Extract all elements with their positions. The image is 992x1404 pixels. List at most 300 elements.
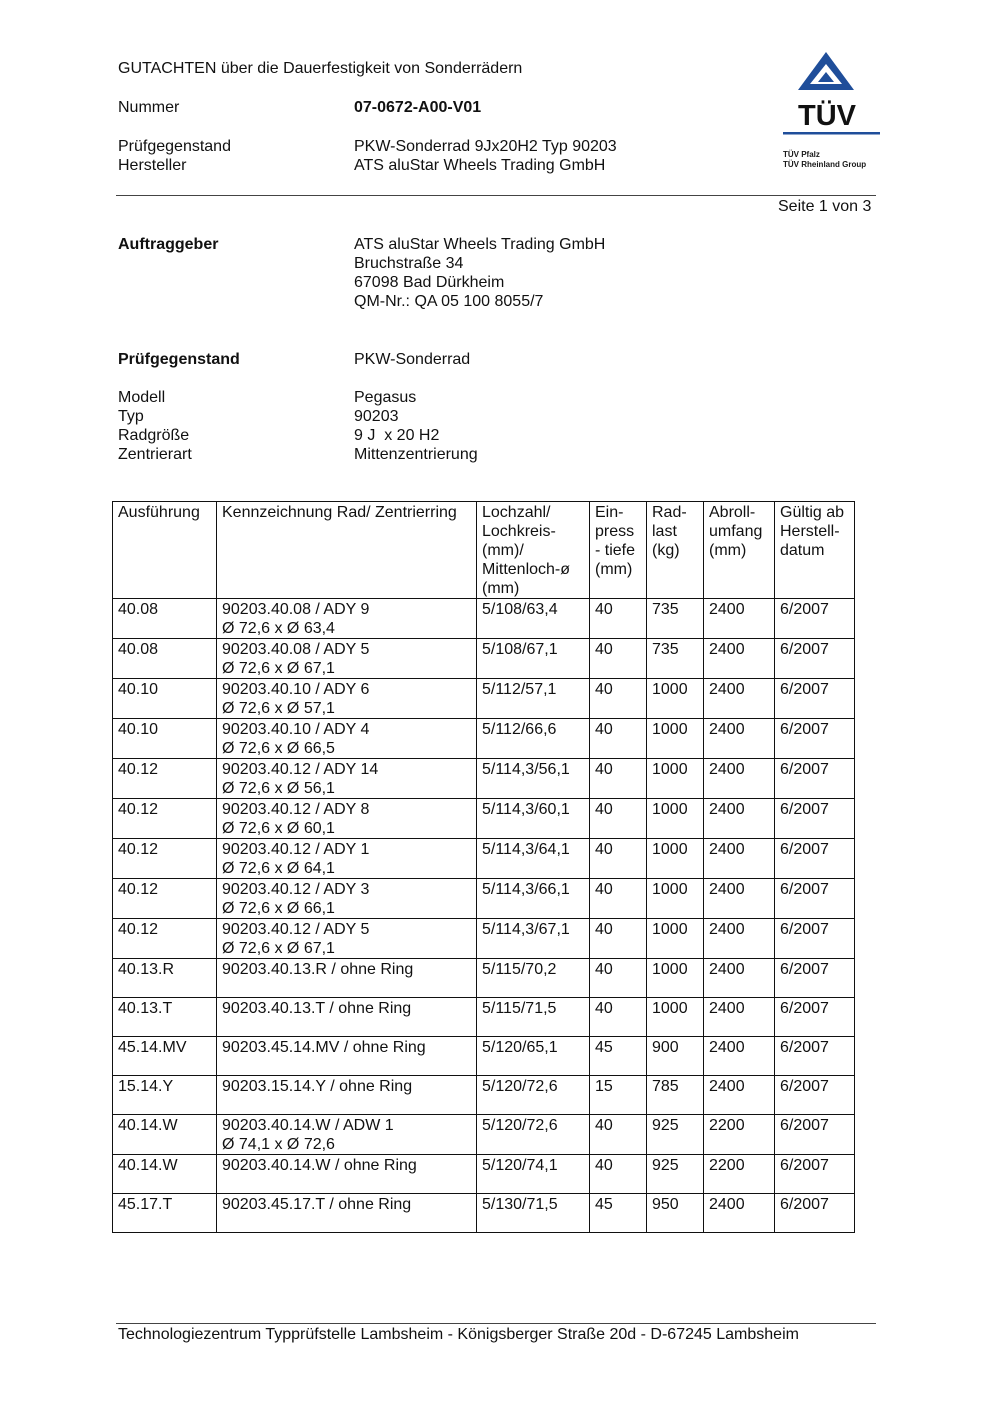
cell-gueltig-ab — [775, 599, 855, 639]
cell-text: 40.12 — [118, 841, 159, 858]
auftraggeber-line-3: 67098 Bad Dürkheim — [354, 274, 505, 291]
cell-text: 6/2007 — [780, 721, 829, 738]
cell-lochkreis — [477, 759, 590, 799]
cell-ausfuehrung — [113, 639, 217, 679]
cell-kennzeichnung — [217, 679, 477, 719]
header-divider — [116, 195, 876, 196]
cell-text: 900 — [652, 1039, 679, 1056]
cell-gueltig-ab — [775, 919, 855, 959]
cell-text: Ø 72,6 x Ø 60,1 — [222, 820, 335, 837]
auftraggeber-line-1: ATS aluStar Wheels Trading GmbH — [354, 236, 606, 253]
cell-text: 40 — [595, 961, 613, 978]
cell-abrollumfang — [704, 1194, 775, 1233]
cell-text: 45.17.T — [118, 1196, 173, 1213]
cell-text: 5/114,3/67,1 — [482, 921, 570, 938]
typ-value: 90203 — [354, 408, 399, 425]
cell-text: 2400 — [709, 721, 745, 738]
auftraggeber-label: Auftraggeber — [118, 236, 219, 253]
table-row — [113, 639, 855, 679]
table-row — [113, 1155, 855, 1194]
table-row — [113, 1037, 855, 1076]
cell-einpresstiefe — [590, 1115, 647, 1155]
cell-text: 5/115/70,2 — [482, 961, 557, 978]
cell-text: 5/115/71,5 — [482, 1000, 557, 1017]
pruefgegenstand-value: PKW-Sonderrad 9Jx20H2 Typ 90203 — [354, 138, 617, 155]
cell-text: 90203.40.14.W / ohne Ring — [222, 1157, 417, 1174]
cell-text: 40.12 — [118, 921, 159, 938]
cell-lochkreis — [477, 919, 590, 959]
logo-line-1: TÜV Pfalz — [783, 150, 820, 159]
cell-text: 6/2007 — [780, 841, 829, 858]
cell-text: 40 — [595, 881, 613, 898]
cell-text: 735 — [652, 641, 679, 658]
cell-abrollumfang — [704, 719, 775, 759]
cell-radlast — [647, 919, 704, 959]
header-lochzahl — [477, 502, 590, 599]
table-header-row — [113, 502, 855, 599]
cell-kennzeichnung — [217, 1155, 477, 1194]
table-row — [113, 839, 855, 879]
cell-text: 2400 — [709, 801, 745, 818]
cell-lochkreis — [477, 599, 590, 639]
cell-radlast — [647, 759, 704, 799]
cell-abrollumfang — [704, 1037, 775, 1076]
header-line: Gültig ab — [780, 504, 845, 521]
page-number: Seite 1 von 3 — [778, 198, 872, 215]
cell-text: 785 — [652, 1078, 679, 1095]
cell-text: 6/2007 — [780, 1078, 829, 1095]
cell-radlast — [647, 1076, 704, 1115]
header-line: Abroll- — [709, 504, 756, 521]
document-title: GUTACHTEN über die Dauerfestigkeit von Sonderrädern — [118, 60, 523, 77]
table-row — [113, 879, 855, 919]
cell-radlast — [647, 799, 704, 839]
cell-ausfuehrung — [113, 599, 217, 639]
cell-gueltig-ab — [775, 879, 855, 919]
cell-lochkreis — [477, 719, 590, 759]
cell-ausfuehrung — [113, 1155, 217, 1194]
cell-text: 6/2007 — [780, 641, 829, 658]
cell-text: 2400 — [709, 681, 745, 698]
footer-address: Technologiezentrum Typprüfstelle Lambsheim - Königsberger Straße 20d - D-67245 Lambsheim — [118, 1326, 799, 1343]
cell-kennzeichnung — [217, 599, 477, 639]
cell-text: 6/2007 — [780, 1039, 829, 1056]
cell-text: 5/112/66,6 — [482, 721, 557, 738]
cell-lochkreis — [477, 799, 590, 839]
pruefgegenstand-label: Prüfgegenstand — [118, 138, 231, 155]
cell-einpresstiefe — [590, 639, 647, 679]
cell-abrollumfang — [704, 879, 775, 919]
gegenstand-label: Prüfgegenstand — [118, 351, 240, 368]
cell-lochkreis — [477, 1155, 590, 1194]
cell-text: 5/112/57,1 — [482, 681, 557, 698]
cell-text: 40.10 — [118, 681, 159, 698]
cell-text: 90203.40.12 / ADY 5 — [222, 921, 370, 938]
header-line: Lochzahl/ — [482, 504, 551, 521]
cell-gueltig-ab — [775, 1076, 855, 1115]
cell-text: 90203.40.12 / ADY 14 — [222, 761, 379, 778]
cell-text: 2400 — [709, 641, 745, 658]
header-radlast — [647, 502, 704, 599]
cell-text: Ø 72,6 x Ø 64,1 — [222, 860, 335, 877]
cell-text: 40 — [595, 1000, 613, 1017]
cell-text: 40 — [595, 921, 613, 938]
cell-text: 40 — [595, 761, 613, 778]
cell-text: 5/120/74,1 — [482, 1157, 558, 1174]
cell-kennzeichnung — [217, 719, 477, 759]
cell-text: 45.14.MV — [118, 1039, 187, 1056]
cell-einpresstiefe — [590, 759, 647, 799]
cell-kennzeichnung — [217, 959, 477, 998]
cell-gueltig-ab — [775, 679, 855, 719]
cell-lochkreis — [477, 1194, 590, 1233]
cell-abrollumfang — [704, 959, 775, 998]
cell-text: 6/2007 — [780, 1196, 829, 1213]
cell-text: 45 — [595, 1196, 613, 1213]
cell-einpresstiefe — [590, 599, 647, 639]
cell-text: 40 — [595, 641, 613, 658]
cell-text: 6/2007 — [780, 1000, 829, 1017]
cell-text: 40.13.R — [118, 961, 175, 978]
cell-lochkreis — [477, 679, 590, 719]
header-line: Herstell- — [780, 523, 840, 540]
cell-text: 6/2007 — [780, 961, 829, 978]
cell-text: 40.12 — [118, 761, 159, 778]
cell-text: 90203.40.08 / ADY 9 — [222, 601, 370, 618]
cell-abrollumfang — [704, 839, 775, 879]
cell-text: 2400 — [709, 961, 745, 978]
cell-text: 2400 — [709, 841, 745, 858]
cell-kennzeichnung — [217, 998, 477, 1037]
zentrierart-value: Mittenzentrierung — [354, 446, 478, 463]
cell-radlast — [647, 1037, 704, 1076]
cell-text: 6/2007 — [780, 1157, 829, 1174]
table-row — [113, 1194, 855, 1233]
cell-text: 6/2007 — [780, 761, 829, 778]
modell-label: Modell — [118, 389, 166, 406]
cell-kennzeichnung — [217, 799, 477, 839]
cell-text: 1000 — [652, 961, 688, 978]
cell-text: 45 — [595, 1039, 613, 1056]
cell-radlast — [647, 879, 704, 919]
table-row — [113, 1076, 855, 1115]
cell-text: 40.12 — [118, 881, 159, 898]
cell-text: 90203.40.08 / ADY 5 — [222, 641, 370, 658]
header-line: (kg) — [652, 542, 680, 559]
cell-text: 90203.40.10 / ADY 4 — [222, 721, 370, 738]
cell-kennzeichnung — [217, 1076, 477, 1115]
cell-text: 5/108/63,4 — [482, 601, 558, 618]
table-row — [113, 919, 855, 959]
cell-radlast — [647, 839, 704, 879]
logo-line-2: TÜV Rheinland Group — [783, 160, 867, 169]
header-ausfuehrung — [113, 502, 217, 599]
cell-kennzeichnung — [217, 639, 477, 679]
cell-radlast — [647, 959, 704, 998]
cell-radlast — [647, 1155, 704, 1194]
cell-text: Ø 72,6 x Ø 63,4 — [222, 620, 335, 637]
cell-text: 15 — [595, 1078, 613, 1095]
cell-abrollumfang — [704, 919, 775, 959]
cell-text: 2200 — [709, 1157, 745, 1174]
footer-divider — [116, 1323, 876, 1324]
cell-text: Ø 72,6 x Ø 66,5 — [222, 740, 335, 757]
cell-text: 5/108/67,1 — [482, 641, 558, 658]
header-einpresstiefe — [590, 502, 647, 599]
cell-text: 40 — [595, 601, 613, 618]
cell-text: Ø 72,6 x Ø 57,1 — [222, 700, 335, 717]
header-line: Ein- — [595, 504, 624, 521]
cell-abrollumfang — [704, 1155, 775, 1194]
cell-gueltig-ab — [775, 759, 855, 799]
nummer-label: Nummer — [118, 99, 180, 116]
cell-text: 90203.40.12 / ADY 8 — [222, 801, 370, 818]
radgroesse-label: Radgröße — [118, 427, 190, 444]
cell-kennzeichnung — [217, 759, 477, 799]
cell-text: 40.12 — [118, 801, 159, 818]
cell-text: 950 — [652, 1196, 679, 1213]
cell-text: 40 — [595, 1117, 613, 1134]
cell-text: 40.14.W — [118, 1117, 178, 1134]
cell-ausfuehrung — [113, 719, 217, 759]
cell-lochkreis — [477, 1076, 590, 1115]
cell-text: 6/2007 — [780, 1117, 829, 1134]
cell-text: 2400 — [709, 1196, 745, 1213]
cell-text: 5/130/71,5 — [482, 1196, 558, 1213]
table-body — [113, 599, 855, 1233]
cell-text: 2400 — [709, 1078, 745, 1095]
cell-kennzeichnung — [217, 1115, 477, 1155]
cell-ausfuehrung — [113, 679, 217, 719]
cell-text: 1000 — [652, 881, 688, 898]
cell-abrollumfang — [704, 1076, 775, 1115]
cell-text: 90203.40.13.R / ohne Ring — [222, 961, 414, 978]
cell-kennzeichnung — [217, 839, 477, 879]
logo-subtitle — [783, 150, 866, 170]
cell-abrollumfang — [704, 759, 775, 799]
cell-ausfuehrung — [113, 879, 217, 919]
cell-text: 40 — [595, 841, 613, 858]
header-line: (mm) — [595, 561, 633, 578]
radgroesse-value: 9 J x 20 H2 — [354, 427, 440, 444]
hersteller-label: Hersteller — [118, 157, 187, 174]
table-row — [113, 1115, 855, 1155]
cell-text: 6/2007 — [780, 801, 829, 818]
cell-text: 90203.15.14.Y / ohne Ring — [222, 1078, 413, 1095]
cell-text: 90203.40.14.W / ADW 1 — [222, 1117, 394, 1134]
cell-einpresstiefe — [590, 719, 647, 759]
cell-radlast — [647, 719, 704, 759]
tuev-triangle-icon — [798, 52, 854, 90]
cell-gueltig-ab — [775, 799, 855, 839]
table-row — [113, 799, 855, 839]
cell-text: 2400 — [709, 921, 745, 938]
cell-ausfuehrung — [113, 799, 217, 839]
cell-ausfuehrung — [113, 919, 217, 959]
cell-kennzeichnung — [217, 919, 477, 959]
cell-radlast — [647, 679, 704, 719]
header-line: Mittenloch-ø — [482, 561, 571, 578]
cell-ausfuehrung — [113, 959, 217, 998]
table-row — [113, 719, 855, 759]
cell-text: 1000 — [652, 681, 688, 698]
cell-text: 5/114,3/60,1 — [482, 801, 570, 818]
table-row — [113, 959, 855, 998]
cell-text: 90203.45.14.MV / ohne Ring — [222, 1039, 426, 1056]
cell-text: 2400 — [709, 1039, 745, 1056]
cell-text: Ø 72,6 x Ø 67,1 — [222, 660, 335, 677]
cell-ausfuehrung — [113, 759, 217, 799]
header-line: (mm) — [482, 580, 520, 597]
cell-text: 5/114,3/56,1 — [482, 761, 570, 778]
cell-radlast — [647, 1194, 704, 1233]
cell-ausfuehrung — [113, 1037, 217, 1076]
header-line: (mm)/ — [482, 542, 524, 559]
cell-kennzeichnung — [217, 879, 477, 919]
cell-text: 5/114,3/64,1 — [482, 841, 570, 858]
cell-text: 6/2007 — [780, 921, 829, 938]
cell-einpresstiefe — [590, 1076, 647, 1115]
cell-ausfuehrung — [113, 1194, 217, 1233]
header-line: (mm) — [709, 542, 747, 559]
cell-ausfuehrung — [113, 1115, 217, 1155]
cell-gueltig-ab — [775, 719, 855, 759]
typ-label: Typ — [118, 408, 144, 425]
zentrierart-label: Zentrierart — [118, 446, 192, 463]
cell-abrollumfang — [704, 1115, 775, 1155]
cell-text: 5/120/72,6 — [482, 1078, 558, 1095]
cell-text: Ø 72,6 x Ø 67,1 — [222, 940, 335, 957]
cell-text: 1000 — [652, 801, 688, 818]
cell-text: 15.14.Y — [118, 1078, 174, 1095]
cell-einpresstiefe — [590, 879, 647, 919]
cell-text: Ø 72,6 x Ø 66,1 — [222, 900, 335, 917]
cell-abrollumfang — [704, 799, 775, 839]
table-row — [113, 679, 855, 719]
cell-text: 925 — [652, 1117, 679, 1134]
cell-gueltig-ab — [775, 1155, 855, 1194]
cell-text: 90203.40.12 / ADY 3 — [222, 881, 370, 898]
cell-text: 1000 — [652, 841, 688, 858]
cell-text: 40.10 — [118, 721, 159, 738]
cell-text: 2400 — [709, 1000, 745, 1017]
auftraggeber-line-4: QM-Nr.: QA 05 100 8055/7 — [354, 293, 544, 310]
cell-text: 40.08 — [118, 601, 159, 618]
nummer-value: 07-0672-A00-V01 — [354, 99, 482, 116]
cell-lochkreis — [477, 1115, 590, 1155]
cell-einpresstiefe — [590, 998, 647, 1037]
cell-text: 40 — [595, 801, 613, 818]
header-abrollumfang — [704, 502, 775, 599]
cell-lochkreis — [477, 1037, 590, 1076]
cell-text: 2400 — [709, 601, 745, 618]
cell-text: 1000 — [652, 1000, 688, 1017]
cell-einpresstiefe — [590, 679, 647, 719]
cell-gueltig-ab — [775, 1115, 855, 1155]
hersteller-value: ATS aluStar Wheels Trading GmbH — [354, 157, 606, 174]
cell-abrollumfang — [704, 679, 775, 719]
cell-radlast — [647, 599, 704, 639]
cell-einpresstiefe — [590, 1155, 647, 1194]
cell-lochkreis — [477, 839, 590, 879]
gegenstand-value: PKW-Sonderrad — [354, 351, 471, 368]
cell-text: 1000 — [652, 921, 688, 938]
cell-gueltig-ab — [775, 1037, 855, 1076]
cell-radlast — [647, 998, 704, 1037]
cell-text: 2400 — [709, 761, 745, 778]
cell-text: 6/2007 — [780, 601, 829, 618]
cell-ausfuehrung — [113, 839, 217, 879]
header-line: press — [595, 523, 635, 540]
table-row — [113, 599, 855, 639]
cell-einpresstiefe — [590, 839, 647, 879]
cell-einpresstiefe — [590, 799, 647, 839]
cell-text: 90203.40.10 / ADY 6 — [222, 681, 370, 698]
cell-radlast — [647, 639, 704, 679]
header-line: Lochkreis- — [482, 523, 556, 540]
cell-text: 40.14.W — [118, 1157, 178, 1174]
cell-text: 5/120/72,6 — [482, 1117, 558, 1134]
table-row — [113, 998, 855, 1037]
cell-text: Ø 74,1 x Ø 72,6 — [222, 1136, 335, 1153]
header-line: last — [652, 523, 677, 540]
cell-text: 6/2007 — [780, 881, 829, 898]
cell-abrollumfang — [704, 639, 775, 679]
header-line: datum — [780, 542, 825, 559]
cell-text: 1000 — [652, 761, 688, 778]
cell-text: 90203.40.12 / ADY 1 — [222, 841, 370, 858]
cell-text: 40 — [595, 681, 613, 698]
cell-einpresstiefe — [590, 1194, 647, 1233]
cell-text: 2400 — [709, 881, 745, 898]
cell-gueltig-ab — [775, 959, 855, 998]
cell-einpresstiefe — [590, 959, 647, 998]
auftraggeber-line-2: Bruchstraße 34 — [354, 255, 464, 272]
header-line: Kennzeichnung Rad/ Zentrierring — [222, 504, 457, 521]
header-kennzeichnung — [217, 502, 477, 599]
cell-text: 40 — [595, 721, 613, 738]
header-line: Ausführung — [118, 504, 200, 521]
cell-text: 5/114,3/66,1 — [482, 881, 570, 898]
cell-text: 90203.40.13.T / ohne Ring — [222, 1000, 412, 1017]
cell-lochkreis — [477, 879, 590, 919]
cell-gueltig-ab — [775, 998, 855, 1037]
cell-abrollumfang — [704, 599, 775, 639]
cell-text: Ø 72,6 x Ø 56,1 — [222, 780, 335, 797]
cell-kennzeichnung — [217, 1194, 477, 1233]
cell-gueltig-ab — [775, 639, 855, 679]
cell-text: 6/2007 — [780, 681, 829, 698]
cell-text: 40.08 — [118, 641, 159, 658]
cell-text: 5/120/65,1 — [482, 1039, 558, 1056]
cell-ausfuehrung — [113, 1076, 217, 1115]
header-gueltig-ab — [775, 502, 855, 599]
cell-radlast — [647, 1115, 704, 1155]
cell-einpresstiefe — [590, 919, 647, 959]
cell-text: 735 — [652, 601, 679, 618]
cell-ausfuehrung — [113, 998, 217, 1037]
cell-lochkreis — [477, 959, 590, 998]
cell-kennzeichnung — [217, 1037, 477, 1076]
header-line: - tiefe — [595, 542, 636, 559]
modell-value: Pegasus — [354, 389, 417, 406]
cell-einpresstiefe — [590, 1037, 647, 1076]
cell-text: 40.13.T — [118, 1000, 173, 1017]
cell-gueltig-ab — [775, 839, 855, 879]
cell-text: 90203.45.17.T / ohne Ring — [222, 1196, 412, 1213]
cell-text: 1000 — [652, 721, 688, 738]
logo-text: TÜV — [798, 100, 856, 132]
